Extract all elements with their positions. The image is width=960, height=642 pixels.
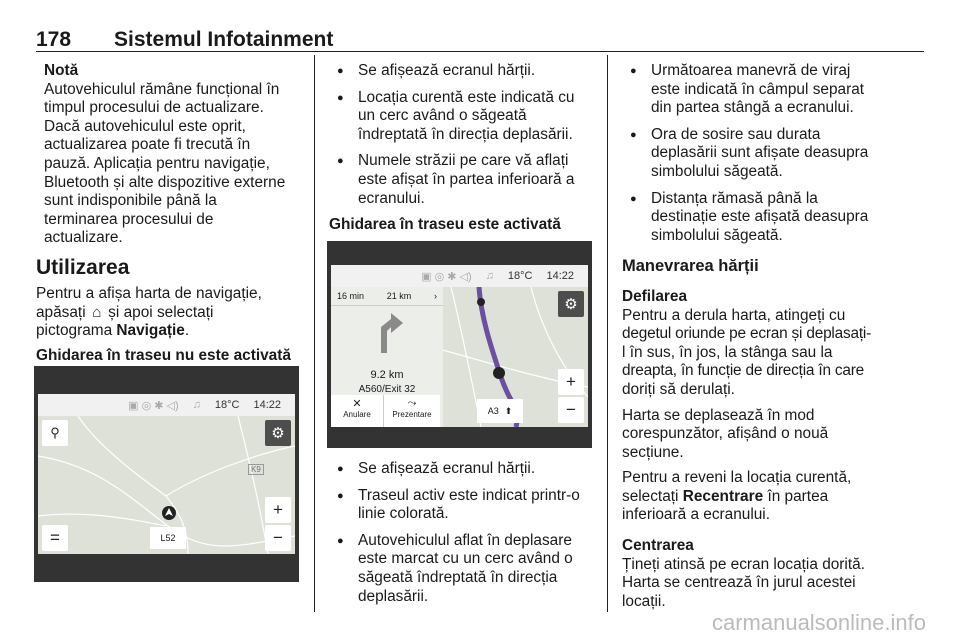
note-line: Dacă autovehiculul este oprit,: [44, 117, 246, 135]
cancel-button[interactable]: [331, 395, 384, 427]
note-title: Notă: [44, 62, 79, 79]
preview-button[interactable]: [384, 395, 440, 427]
para-line: secțiune.: [622, 443, 684, 461]
para-text: în partea: [763, 487, 829, 505]
section-heading: Manevrarea hărții: [622, 257, 759, 276]
temperature: 18°C: [507, 270, 533, 282]
sub-heading: Ghidarea în traseu este activată: [329, 216, 561, 234]
bullet-line: ● Autovehiculul aflat în deplasare: [358, 531, 572, 549]
center-title: Centrarea: [622, 537, 694, 555]
status-bar: [38, 394, 295, 416]
clock: 14:22: [546, 270, 574, 282]
para-line: Pentru a reveni la locația curentă,: [622, 469, 852, 487]
para-line: dreapta, în funcție de direcția în care: [622, 362, 865, 380]
para-text: apăsați: [36, 303, 90, 321]
map-screen: [331, 265, 588, 427]
screenshot-map-no-guidance: [34, 366, 299, 582]
bullet-line: un cerc având o săgeată: [358, 107, 527, 125]
section-title: Sistemul Infotainment: [114, 28, 334, 51]
music-icon: ♫: [192, 399, 201, 411]
status-icons: ▣ ◎ ✱ ◁): [421, 270, 472, 283]
turn-distance: 9.2 km: [370, 369, 404, 381]
bullet-item: [329, 487, 599, 524]
settings-button[interactable]: [265, 420, 291, 446]
scroll-title: Defilarea: [622, 287, 688, 305]
note-line: sunt indisponibile până la: [44, 192, 217, 210]
search-icon: ⚲: [50, 425, 60, 440]
status-bar: [331, 265, 588, 287]
para-text: și apoi selectați: [103, 303, 214, 321]
sub-heading: Ghidarea în traseu nu este activată: [36, 346, 291, 364]
bullet-line: linie colorată.: [358, 505, 449, 523]
temperature: 18°C: [214, 399, 240, 411]
note-line: actualizarea poate fi trecută în: [44, 136, 251, 154]
status-icons: ▣ ◎ ✱ ◁): [128, 399, 179, 412]
chevron-right-icon: ›: [434, 291, 437, 301]
page-header: [36, 28, 333, 52]
settings-button[interactable]: [558, 291, 584, 317]
bullet-item: [622, 126, 892, 182]
navigation-term: Navigație: [116, 322, 185, 340]
bullet-line: din partea stângă a ecranului.: [651, 99, 854, 117]
minus-icon: −: [273, 528, 283, 547]
minus-icon: −: [566, 400, 576, 419]
road-name-label: [477, 399, 523, 423]
bullet-list: [622, 62, 892, 245]
eta-duration: 16 min: [337, 291, 365, 301]
menu-icon: =: [50, 528, 60, 547]
map-screen: [38, 394, 295, 554]
para-line: Pentru a afișa harta de navigație,: [36, 285, 262, 302]
bullet-list-a: [329, 62, 599, 208]
para-line: locații.: [622, 592, 666, 610]
plus-icon: +: [273, 500, 283, 519]
home-icon: ⌂: [92, 303, 102, 321]
search-button[interactable]: [42, 420, 68, 446]
map-label: K9: [248, 464, 264, 475]
speed-camera-icon: ⬆: [504, 405, 513, 416]
bullet-line: este marcat cu un cerc având o: [358, 550, 573, 568]
bullet-line: este afișat în partea inferioară a: [358, 170, 575, 188]
para-line: Harta se centrează în jurul acestei: [622, 574, 856, 592]
note-line: Autovehiculul rămâne funcțional în: [44, 80, 280, 98]
recenter-term: Recentrare: [682, 487, 764, 505]
bullet-item: [329, 152, 599, 208]
bullet-line: simbolului săgeată.: [651, 226, 783, 244]
bullet-line: ● Locația curentă este indicată cu: [358, 88, 575, 106]
plus-icon: +: [566, 372, 576, 391]
distance-to-destination: 21 km: [386, 291, 412, 301]
note-line: Bluetooth și alte dispozitive externe: [44, 173, 286, 191]
bullet-line: ● Distanța rămasă până la: [651, 189, 818, 207]
note-line: timpul procesului de actualizare.: [44, 99, 264, 117]
bullet-item: [329, 89, 599, 145]
column-3: [622, 62, 892, 611]
close-icon: ✕: [352, 398, 362, 410]
bullet-line: ● Numele străzii pe care vă aflați: [358, 152, 569, 170]
para-line: Harta se deplasează în mod: [622, 406, 815, 424]
para-line: doriți să derulați.: [622, 380, 735, 398]
vehicle-position-icon: [493, 367, 505, 379]
road-name: A3: [487, 406, 499, 416]
route-preview-icon: ⤳: [407, 397, 417, 409]
para-line: [622, 488, 892, 507]
bullet-line: ● Se afișează ecranul hărții.: [358, 62, 536, 79]
column-1-lower: [36, 255, 304, 365]
para-text: selectați: [622, 487, 683, 505]
bullet-line: deplasării sunt afișate deasupra: [651, 144, 869, 162]
column-2: [329, 62, 599, 235]
zoom-out-button[interactable]: [265, 525, 291, 551]
gear-icon: ⚙: [564, 296, 578, 313]
para-text: pictograma: [36, 322, 117, 340]
para-line: l în sus, în jos, la stânga sau la: [622, 343, 833, 361]
zoom-in-button[interactable]: [265, 497, 291, 523]
bullet-item: [622, 62, 892, 118]
bullet-line: ● Următoarea manevră de viraj: [651, 62, 851, 79]
section-heading: Utilizarea: [36, 256, 130, 279]
zoom-out-button[interactable]: [558, 397, 584, 423]
page-number: 178: [36, 28, 72, 51]
para-line: corespunzător, afișând o nouă: [622, 425, 829, 443]
bullet-line: simbolului săgeată.: [651, 162, 783, 180]
column-2-lower: [329, 460, 599, 614]
bullet-item: [622, 190, 892, 246]
para-line: degetul oriunde pe ecran și deplasați-: [622, 325, 872, 343]
exit-label: A560/Exit 32: [358, 384, 416, 395]
para-line: [36, 304, 304, 323]
bullet-line: ● Traseul activ este indicat printr-o: [358, 486, 580, 504]
turn-arrow-icon: [369, 309, 409, 353]
clock: 14:22: [253, 399, 281, 411]
para-line: Țineți atinsă pe ecran locația dorită.: [622, 555, 865, 573]
note-line: actualizare.: [44, 229, 123, 247]
music-icon: ♫: [485, 270, 494, 282]
bullet-line: este indicată în câmpul separat: [651, 80, 865, 98]
preview-label: Prezentare: [392, 410, 432, 419]
destination-flag-icon: [477, 298, 485, 306]
bullet-line: ● Ora de sosire sau durata: [651, 125, 821, 143]
eta-row: [331, 287, 443, 306]
road-name-label: L52: [150, 527, 186, 549]
bullet-item: [329, 62, 599, 81]
cancel-label: Anulare: [343, 410, 371, 419]
para-line: inferioară a ecranului.: [622, 506, 771, 524]
bullet-item: [329, 532, 599, 606]
bullet-line: destinație este afișată deasupra: [651, 208, 869, 226]
para-line: [36, 322, 304, 341]
note-line: terminarea procesului de: [44, 210, 214, 228]
column-1: [44, 62, 302, 248]
bullet-line: îndreptată în direcția deplasării.: [358, 125, 573, 143]
watermark: carmanualsonline.info: [711, 610, 926, 635]
header-rule: [36, 51, 924, 52]
bullet-list-b: [329, 460, 599, 606]
column-divider-2: [607, 55, 608, 612]
gear-icon: ⚙: [271, 425, 285, 442]
zoom-in-button[interactable]: [558, 369, 584, 395]
bullet-line: ecranului.: [358, 189, 425, 207]
bullet-line: săgeată îndreptată în direcția: [358, 568, 558, 586]
note-line: pauză. Aplicația pentru navigație,: [44, 154, 270, 172]
bullet-line: ● Se afișează ecranul hărții.: [358, 460, 536, 477]
screenshot-map-guidance: [327, 241, 592, 448]
bullet-line: deplasării.: [358, 587, 429, 605]
column-divider-1: [314, 55, 315, 612]
note-body: [44, 81, 302, 248]
para-text: .: [184, 322, 190, 340]
bullet-item: [329, 460, 599, 479]
para-line: Pentru a derula harta, atingeți cu: [622, 306, 846, 324]
menu-button[interactable]: [42, 525, 68, 551]
